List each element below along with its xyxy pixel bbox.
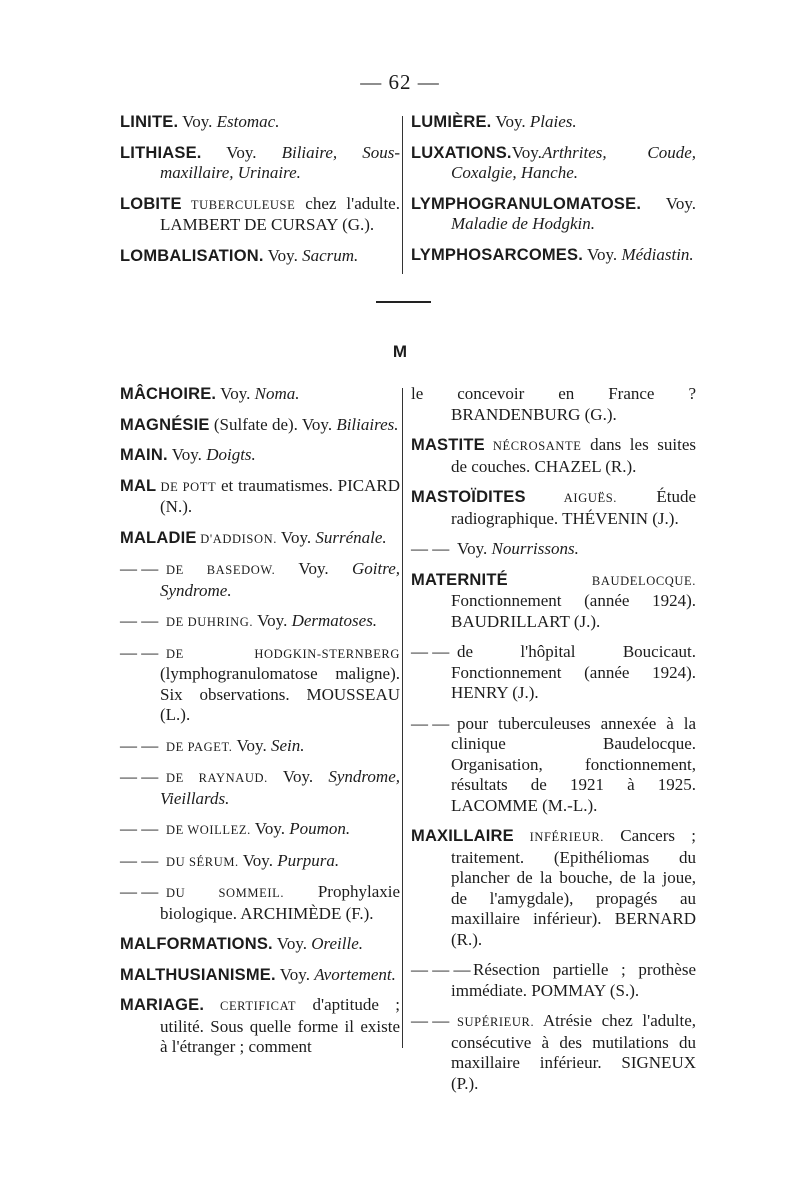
index-subentry — [120, 643, 400, 726]
ditto-dash: — — — [411, 642, 450, 661]
entry-text: (Sulfate de). Voy. — [209, 414, 337, 434]
entry-heading: MAGNÉSIE — [120, 415, 210, 434]
entry-heading: LYMPHOSARCOMES. — [411, 245, 583, 264]
entry-reference: Biliaire, Sous-maxillaire, Urinaire. — [160, 142, 400, 182]
entry-reference: Dermatoses. — [291, 611, 378, 630]
entry-text: Voy. — [491, 112, 530, 131]
entry-text: Voy. — [167, 445, 207, 464]
index-subentry — [411, 642, 696, 704]
entry-text: Voy. — [583, 244, 622, 264]
entry-heading: MALFORMATIONS. — [120, 935, 273, 953]
entry-heading: LYMPHOGRANULOMATOSE. — [411, 194, 642, 213]
index-entry — [120, 112, 400, 133]
index-entry — [411, 826, 696, 950]
ditto-dash: — — — — [411, 960, 471, 979]
entry-text: d'aptitude ; utilité. Sous quelle forme il existe à l'étranger ; comment — [160, 995, 401, 1056]
index-entry — [120, 445, 400, 466]
entry-heading: MALADIE — [120, 528, 197, 547]
section-divider — [376, 301, 431, 303]
entry-heading: MASTITE — [411, 436, 485, 454]
entry-qualifier: DU SÉRUM. — [166, 854, 239, 869]
entry-text: Voy. — [267, 767, 329, 786]
entry-text: Voy. — [272, 934, 312, 953]
entry-qualifier: NÉCROSANTE — [484, 439, 582, 453]
index-entry — [120, 246, 400, 267]
index-entry — [411, 435, 696, 477]
index-subentry — [120, 882, 400, 924]
entry-text: Prophylaxie biologique. ARCHIMÈDE (F.). — [160, 882, 401, 923]
entry-qualifier: DE BASEDOW. — [166, 563, 276, 577]
entry-reference: Maladie de Hodgkin. — [451, 214, 595, 233]
index-entry — [411, 245, 696, 266]
ditto-dash: — — — [120, 882, 159, 901]
entry-reference: Avortement. — [314, 964, 396, 984]
entry-text: le concevoir en France ? BRANDENBURG (G.). — [411, 384, 696, 424]
ditto-dash: — — — [411, 539, 450, 558]
ditto-dash: — — — [120, 559, 159, 578]
ditto-dash: — — — [411, 713, 450, 733]
ditto-dash: — — — [120, 735, 159, 755]
entry-text: (lymphogranulomatose maligne). Six observations. MOUSSEAU (L.). — [160, 664, 400, 724]
entry-heading: LINITE. — [120, 113, 179, 131]
column-divider — [402, 116, 403, 274]
entry-qualifier: INFÉRIEUR. — [513, 830, 604, 844]
continued-entry — [411, 384, 696, 425]
ditto-dash: — — — [411, 1011, 450, 1030]
index-subentry — [411, 539, 696, 560]
entry-text: Fonctionnement (année 1924). BAUDRILLART (J.). — [451, 591, 696, 631]
index-entry — [120, 528, 400, 550]
entry-text: pour tuberculeuses annexée à la clinique Baudelocque. Organisation, fonctionnement, résultats de 1921 à 1925. LACOMME (M.-L.). — [451, 713, 696, 815]
page-number: — 62 — — [360, 70, 440, 94]
index-subentry — [411, 1011, 696, 1094]
entry-text: Voy. — [275, 559, 352, 578]
entry-reference: Estomac. — [216, 112, 280, 131]
entry-text: chez l'adulte. LAMBERT DE CURSAY (G.). — [160, 193, 400, 234]
index-subentry — [411, 714, 696, 817]
entry-qualifier: DE RAYNAUD. — [166, 771, 268, 785]
entry-text: Voy. — [641, 193, 696, 213]
ditto-dash: — — — [120, 642, 159, 662]
entry-qualifier: DU SOMMEIL. — [166, 886, 285, 900]
entry-qualifier: DE DUHRING. — [166, 615, 254, 629]
entry-text: Voy. — [275, 964, 315, 984]
index-entry — [120, 965, 400, 986]
index-subentry — [120, 611, 400, 633]
top-right-column — [411, 112, 696, 275]
index-entry — [120, 476, 400, 518]
entry-reference: Nourrissons. — [491, 539, 579, 558]
entry-text: Cancers ; traitement. (Epithéliomas du plancher de la bouche, de la joue, de l'amygdale), propagés au maxillaire inférieur). BERNARD (R.). — [451, 826, 696, 949]
entry-qualifier: AIGUËS. — [525, 491, 617, 505]
entry-text: Atrésie chez l'adulte, consécutive à des mutilations du maxillaire inférieur. SIGNEUX (P.). — [451, 1011, 696, 1093]
bottom-left-column — [120, 384, 400, 1068]
index-subentry — [120, 736, 400, 758]
entry-heading: MALTHUSIANISME. — [120, 965, 276, 984]
index-entry — [120, 384, 400, 405]
entry-reference: Purpura. — [277, 850, 340, 870]
entry-qualifier: SUPÉRIEUR. — [457, 1015, 535, 1029]
index-entry — [411, 487, 696, 529]
entry-heading: MAXILLAIRE — [411, 827, 514, 845]
entry-text: Voy. — [253, 611, 292, 630]
entry-qualifier: CERTIFICAT — [204, 999, 297, 1013]
index-subentry — [411, 960, 696, 1001]
entry-reference: Noma. — [254, 384, 300, 403]
entry-text: Voy. — [511, 142, 542, 162]
entry-text: Voy. — [250, 819, 290, 838]
entry-reference: Arthrites, Coude, Coxalgie, Hanche. — [451, 142, 696, 182]
entry-heading: LOMBALISATION. — [120, 246, 264, 265]
entry-heading: LOBITE — [120, 194, 182, 213]
entry-heading: LUXATIONS. — [411, 143, 512, 162]
entry-qualifier: DE HODGKIN-STERNBERG — [166, 646, 400, 661]
column-divider — [402, 388, 403, 1048]
entry-text: Voy. — [232, 735, 271, 755]
index-subentry — [120, 767, 400, 809]
entry-text: Voy. — [216, 384, 255, 403]
entry-text: Voy. — [457, 539, 492, 558]
entry-reference: Poumon. — [289, 819, 351, 838]
index-entry — [411, 194, 696, 235]
entry-qualifier: BAUDELOCQUE. — [507, 573, 696, 588]
entry-heading: LITHIASE. — [120, 143, 202, 162]
entry-qualifier: DE PAGET. — [166, 739, 233, 754]
bottom-right-column — [411, 384, 696, 1104]
entry-heading: LUMIÈRE. — [411, 113, 492, 131]
top-left-column — [120, 112, 400, 276]
entry-text: Voy. — [263, 245, 303, 265]
section-letter: M — [392, 342, 408, 361]
entry-text: dans les suites de couches. CHAZEL (R.). — [451, 435, 696, 476]
index-entry — [120, 194, 400, 236]
entry-reference: Surrénale. — [315, 527, 387, 547]
entry-text: Voy. — [276, 527, 316, 547]
index-subentry — [120, 559, 400, 601]
entry-reference: Sacrum. — [302, 245, 359, 265]
ditto-dash: — — — [120, 611, 159, 630]
entry-reference: Doigts. — [206, 445, 256, 464]
entry-reference: Médiastin. — [621, 244, 694, 264]
entry-reference: Goitre, Syndrome. — [160, 559, 400, 600]
entry-text: Voy. — [178, 112, 217, 131]
entry-heading: MARIAGE. — [120, 996, 205, 1014]
entry-qualifier: TUBERCULEUSE — [181, 197, 296, 212]
entry-text: Étude radiographique. THÉVENIN (J.). — [451, 487, 696, 528]
entry-reference: Sein. — [270, 735, 305, 755]
ditto-dash: — — — [120, 850, 159, 870]
entry-text: et traumatismes. PICARD (N.). — [160, 475, 400, 516]
entry-reference: Syndrome, Vieillards. — [160, 767, 400, 808]
entry-qualifier: D'ADDISON. — [196, 531, 277, 546]
index-subentry — [120, 819, 400, 841]
index-entry — [120, 995, 400, 1058]
ditto-dash: — — — [120, 767, 159, 786]
entry-heading: MAIN. — [120, 446, 168, 464]
entry-reference: Oreille. — [311, 934, 364, 953]
entry-reference: Biliaires. — [336, 414, 399, 434]
entry-text: Résection partielle ; prothèse immédiate. POMMAY (S.). — [451, 960, 696, 1000]
index-entry — [411, 570, 696, 633]
entry-text: Voy. — [201, 142, 282, 162]
entry-text: de l'hôpital Boucicaut. Fonctionnement (année 1924). HENRY (J.). — [451, 642, 696, 702]
entry-heading: MAL — [120, 476, 157, 495]
index-entry — [120, 143, 400, 184]
index-entry — [411, 143, 696, 184]
index-subentry — [120, 851, 400, 873]
index-entry — [120, 415, 400, 436]
index-entry — [411, 112, 696, 133]
entry-heading: MÂCHOIRE. — [120, 385, 217, 403]
entry-heading: MATERNITÉ — [411, 570, 508, 589]
entry-text: Voy. — [238, 850, 278, 870]
index-entry — [120, 934, 400, 955]
entry-reference: Plaies. — [529, 112, 577, 131]
entry-qualifier: DE POTT — [156, 479, 217, 494]
entry-qualifier: DE WOILLEZ. — [166, 823, 251, 837]
entry-heading: MASTOÏDITES — [411, 488, 526, 506]
ditto-dash: — — — [120, 819, 159, 838]
